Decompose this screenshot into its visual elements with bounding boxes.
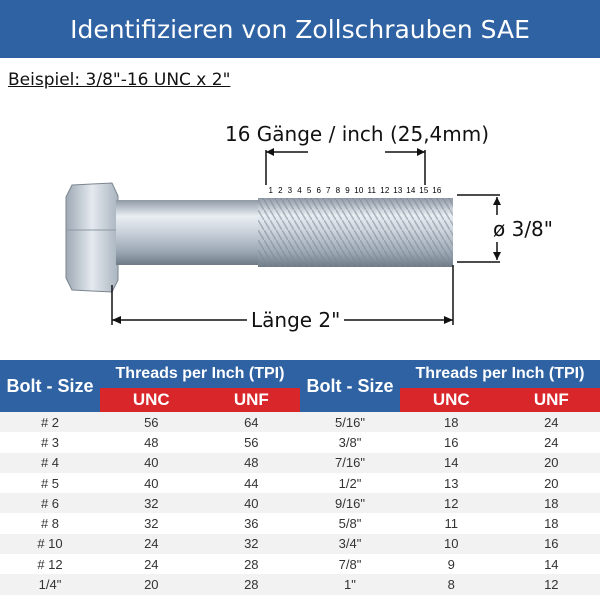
unc-cell: 32 xyxy=(100,513,203,533)
table-row xyxy=(0,473,600,493)
unf-cell: 16 xyxy=(503,534,600,554)
table-row xyxy=(0,432,600,452)
unf-cell: 32 xyxy=(203,534,300,554)
tick-label: 4 xyxy=(297,186,302,195)
bolt-size-cell: 1/4" xyxy=(0,574,100,594)
unf-cell: 48 xyxy=(203,453,300,473)
bolt-size-header: Bolt - Size xyxy=(0,360,100,412)
unf-header: UNF xyxy=(203,388,300,412)
unc-cell: 14 xyxy=(400,453,503,473)
bolt-size-cell: 1" xyxy=(300,574,400,594)
table-row xyxy=(0,534,600,554)
page-title: Identifizieren von Zollschrauben SAE xyxy=(0,0,600,58)
unf-header: UNF xyxy=(503,388,600,412)
example-label: Beispiel: 3/8"-16 UNC x 2" xyxy=(8,70,231,90)
bolt-size-cell: # 5 xyxy=(0,473,100,493)
unf-cell: 56 xyxy=(203,432,300,452)
unc-cell: 18 xyxy=(400,412,503,432)
unf-cell: 14 xyxy=(503,554,600,574)
bolt-size-cell: 5/8" xyxy=(300,513,400,533)
unf-cell: 12 xyxy=(503,574,600,594)
unc-cell: 48 xyxy=(100,432,203,452)
unf-cell: 40 xyxy=(203,493,300,513)
unc-header: UNC xyxy=(100,388,203,412)
unc-cell: 10 xyxy=(400,534,503,554)
unf-cell: 44 xyxy=(203,473,300,493)
bolt-size-cell: # 8 xyxy=(0,513,100,533)
tick-label: 5 xyxy=(306,186,312,195)
unf-cell: 18 xyxy=(503,493,600,513)
unc-cell: 32 xyxy=(100,493,203,513)
bolt-size-cell: # 10 xyxy=(0,534,100,554)
bolt-size-cell: 3/4" xyxy=(300,534,400,554)
tick-label: 6 xyxy=(316,186,322,195)
unc-header: UNC xyxy=(400,388,503,412)
table-row xyxy=(0,453,600,473)
table-row xyxy=(0,513,600,533)
table-body xyxy=(0,412,600,595)
tick-label: 14 xyxy=(406,186,416,195)
unf-cell: 24 xyxy=(503,432,600,452)
thread-count-ticks xyxy=(266,186,443,195)
unc-cell: 40 xyxy=(100,453,203,473)
unf-cell: 28 xyxy=(203,574,300,594)
unf-cell: 24 xyxy=(503,412,600,432)
unc-cell: 13 xyxy=(400,473,503,493)
bolt-diagram xyxy=(0,100,600,350)
unc-cell: 56 xyxy=(100,412,203,432)
bolt-size-cell: # 2 xyxy=(0,412,100,432)
unf-cell: 20 xyxy=(503,473,600,493)
tick-label: 12 xyxy=(380,186,390,195)
unc-cell: 24 xyxy=(100,554,203,574)
unc-cell: 11 xyxy=(400,513,503,533)
unf-cell: 28 xyxy=(203,554,300,574)
unc-cell: 16 xyxy=(400,432,503,452)
unc-cell: 8 xyxy=(400,574,503,594)
bolt-size-cell: # 4 xyxy=(0,453,100,473)
unf-cell: 64 xyxy=(203,412,300,432)
unf-cell: 36 xyxy=(203,513,300,533)
bolt-size-cell: 5/16" xyxy=(300,412,400,432)
bolt-head xyxy=(66,183,118,292)
unc-cell: 20 xyxy=(100,574,203,594)
tick-label: 7 xyxy=(326,186,331,195)
tick-label: 9 xyxy=(345,186,350,195)
threads-per-inch-label: 16 Gänge / inch (25,4mm) xyxy=(225,122,490,146)
tick-label: 16 xyxy=(432,186,442,195)
bolt-size-header: Bolt - Size xyxy=(300,360,400,412)
bolt-shank xyxy=(116,200,261,265)
tick-label: 2 xyxy=(278,186,283,195)
length-label: Länge 2" xyxy=(247,308,344,332)
bolt-size-cell: 7/16" xyxy=(300,453,400,473)
unf-cell: 18 xyxy=(503,513,600,533)
bolt-size-cell: 1/2" xyxy=(300,473,400,493)
unc-cell: 40 xyxy=(100,473,203,493)
tick-label: 8 xyxy=(335,186,341,195)
tick-label: 1 xyxy=(268,186,274,195)
tick-label: 10 xyxy=(354,186,364,195)
bolt-size-table xyxy=(0,360,600,595)
bolt-size-cell: 9/16" xyxy=(300,493,400,513)
unc-cell: 12 xyxy=(400,493,503,513)
tick-label: 3 xyxy=(287,186,293,195)
table-row xyxy=(0,412,600,432)
unc-cell: 24 xyxy=(100,534,203,554)
table-row xyxy=(0,574,600,594)
tick-label: 11 xyxy=(367,186,377,195)
bolt-size-cell: # 6 xyxy=(0,493,100,513)
tick-label: 13 xyxy=(393,186,403,195)
table-row xyxy=(0,493,600,513)
tpi-header: Threads per Inch (TPI) xyxy=(100,360,300,388)
tick-label: 15 xyxy=(419,186,429,195)
unc-cell: 9 xyxy=(400,554,503,574)
unf-cell: 20 xyxy=(503,453,600,473)
diameter-label: ø 3/8" xyxy=(493,217,553,241)
bolt-size-cell: # 12 xyxy=(0,554,100,574)
bolt-size-cell: 7/8" xyxy=(300,554,400,574)
bolt-size-cell: # 3 xyxy=(0,432,100,452)
bolt-size-cell: 3/8" xyxy=(300,432,400,452)
table-row xyxy=(0,554,600,574)
tpi-header: Threads per Inch (TPI) xyxy=(400,360,600,388)
